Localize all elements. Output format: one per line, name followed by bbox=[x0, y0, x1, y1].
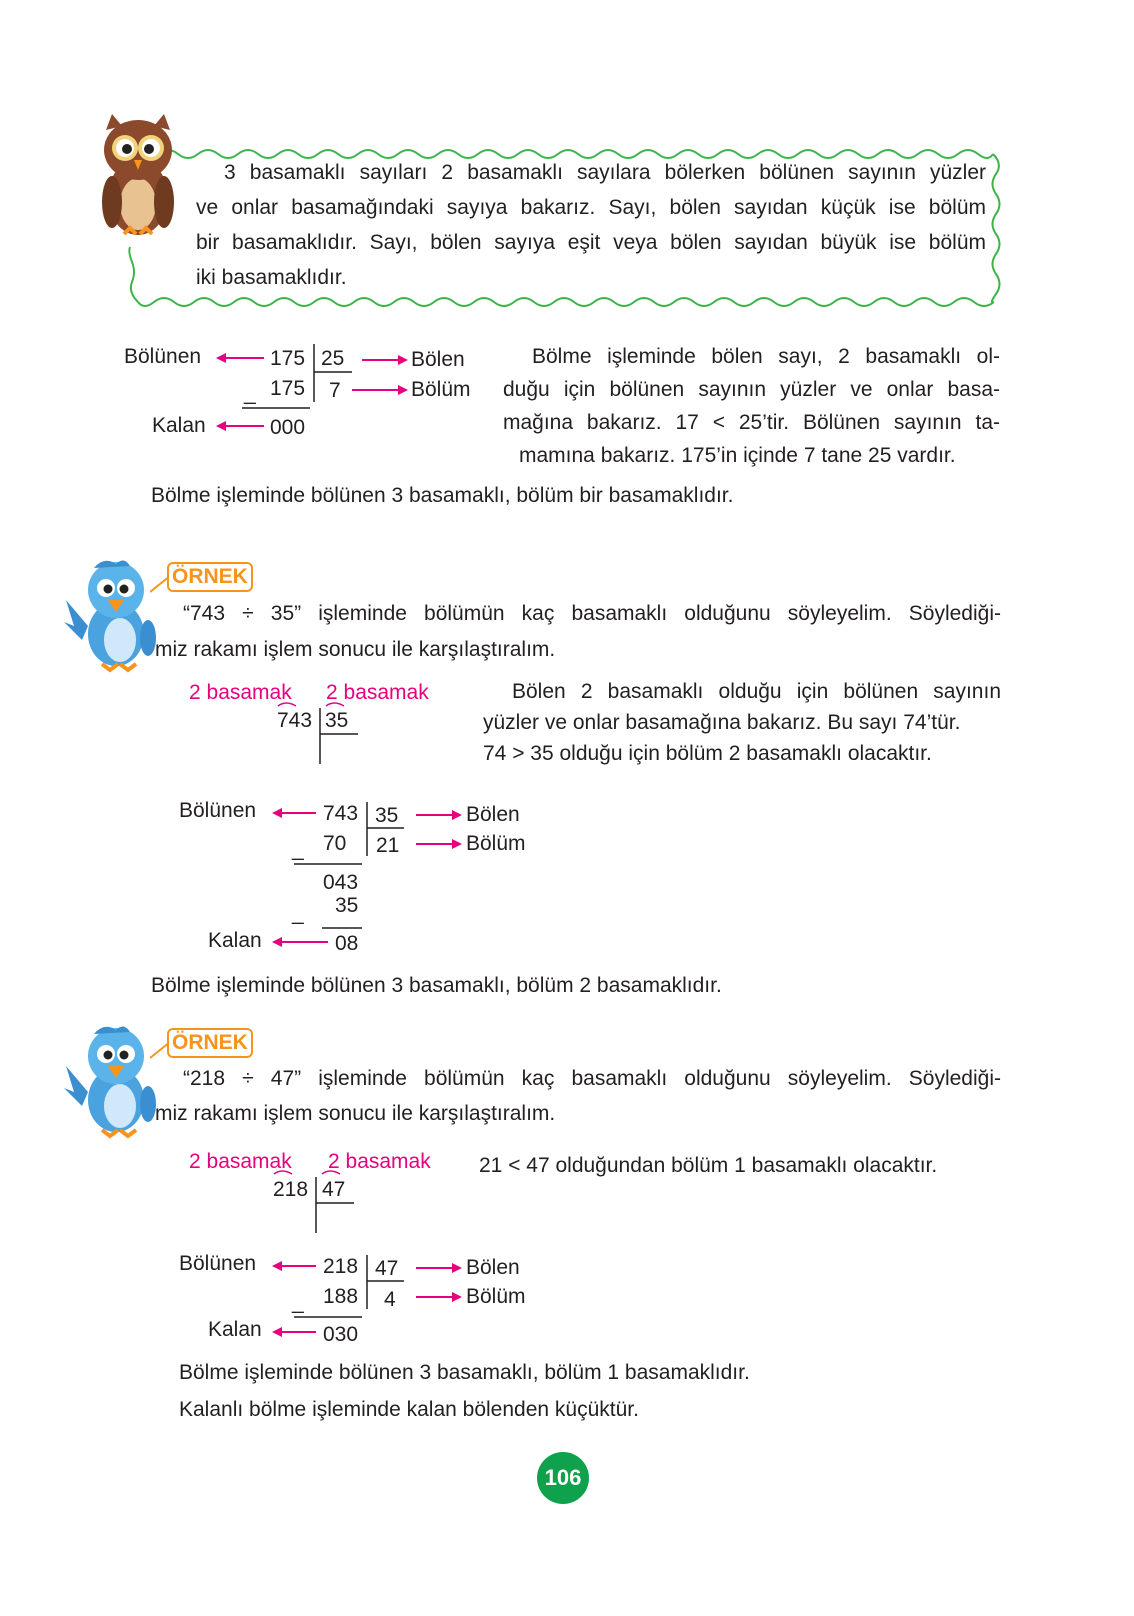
two-digit-label-left: 2 basamak bbox=[189, 681, 292, 704]
arrow-icon bbox=[362, 352, 408, 368]
example2-conclusion: Bölme işleminde bölünen 3 basamaklı, bölüm 1 basamaklıdır. bbox=[179, 1361, 750, 1384]
quotient-label: Bölüm bbox=[466, 832, 526, 855]
partial-value: 043 bbox=[323, 871, 359, 894]
arrow-icon bbox=[416, 1260, 462, 1276]
explain-line: yüzler ve onlar basamağına bakarız. Bu sayı 74’tür. bbox=[483, 711, 961, 734]
ornek-badge: ÖRNEK bbox=[167, 1028, 253, 1058]
two-digit-label-right: 2 basamak bbox=[326, 681, 429, 704]
intro-explanation bbox=[503, 340, 1000, 472]
two-digit-label-left: 2 basamak bbox=[189, 1150, 292, 1173]
arrow-icon bbox=[352, 382, 408, 398]
arrow-icon bbox=[416, 1289, 462, 1305]
minus-sign: _ bbox=[292, 838, 304, 861]
example1-explanation bbox=[483, 676, 1001, 769]
divisor-value: 47 bbox=[375, 1257, 399, 1280]
setup-dividend: 218 bbox=[273, 1178, 309, 1201]
explain-line: Bölme işleminde bölen sayı, 2 basamaklı ol- bbox=[532, 345, 1000, 368]
tip-line: ve onlar basamağındaki sayıya bakarız. Sayı, bölen sayıdan küçük ise bölüm bbox=[196, 196, 986, 219]
product-value: 188 bbox=[323, 1285, 359, 1308]
explain-line: Bölen 2 basamaklı olduğu için bölünen sayının bbox=[512, 680, 1001, 703]
quotient-label: Bölüm bbox=[466, 1285, 526, 1308]
dividend-label: Bölünen bbox=[179, 1252, 257, 1275]
example1-question bbox=[155, 596, 1001, 668]
tip-line: iki basamaklıdır. bbox=[196, 266, 347, 289]
question-line: miz rakamı işlem sonucu ile karşılaştıralım. bbox=[155, 1102, 556, 1125]
question-line: “743 ÷ 35” işleminde bölümün kaç basamaklı olduğunu söyleyelim. Söylediği- bbox=[183, 602, 1001, 625]
tip-line: bir basamaklıdır. Sayı, bölen sayıya eşit veya bölen sayıdan büyük ise bölüm bbox=[196, 231, 986, 254]
minus-sign: _ bbox=[292, 902, 304, 925]
quotient-label: Bölüm bbox=[411, 378, 471, 401]
remainder-value: 08 bbox=[335, 932, 359, 955]
question-line: “218 ÷ 47” işleminde bölümün kaç basamaklı olduğunu söyleyelim. Söylediği- bbox=[183, 1067, 1001, 1090]
setup-division-lines bbox=[310, 706, 370, 766]
minus-sign: _ bbox=[244, 382, 256, 405]
arrow-icon bbox=[272, 1258, 318, 1274]
divisor-label: Bölen bbox=[411, 348, 465, 371]
remainder-label: Kalan bbox=[208, 929, 262, 952]
explain-line: duğu için bölünen sayının yüzler ve onlar basa- bbox=[503, 378, 1000, 401]
product-value: 70 bbox=[323, 832, 347, 855]
minus-sign: _ bbox=[292, 1291, 304, 1314]
remainder-label: Kalan bbox=[152, 414, 206, 437]
intro-conclusion: Bölme işleminde bölünen 3 basamaklı, bölüm bir basamaklıdır. bbox=[151, 484, 734, 507]
tip-text bbox=[196, 155, 986, 295]
divisor-value: 25 bbox=[321, 347, 345, 370]
arrow-icon bbox=[216, 418, 266, 434]
remainder-value: 030 bbox=[323, 1323, 359, 1346]
remainder-label: Kalan bbox=[208, 1318, 262, 1341]
bird-mascot-icon bbox=[64, 556, 164, 676]
divisor-label: Bölen bbox=[466, 1256, 520, 1279]
arrow-icon bbox=[272, 1324, 318, 1340]
product-value: 175 bbox=[270, 377, 306, 400]
ornek-badge: ÖRNEK bbox=[167, 562, 253, 592]
explain-line: 74 > 35 olduğu için bölüm 2 basamaklı olacaktır. bbox=[483, 742, 932, 765]
quotient-value: 7 bbox=[329, 379, 341, 402]
question-line: miz rakamı işlem sonucu ile karşılaştıralım. bbox=[155, 638, 556, 661]
dividend-value: 175 bbox=[270, 347, 306, 370]
quotient-value: 4 bbox=[384, 1288, 396, 1311]
setup-division-lines bbox=[306, 1175, 366, 1235]
dividend-value: 218 bbox=[323, 1255, 359, 1278]
arrow-icon bbox=[416, 836, 462, 852]
arrow-icon bbox=[216, 350, 266, 366]
arrow-icon bbox=[272, 805, 318, 821]
dividend-label: Bölünen bbox=[124, 345, 202, 368]
quotient-value: 21 bbox=[376, 834, 400, 857]
setup-divisor: 47 bbox=[322, 1178, 346, 1201]
setup-divisor: 35 bbox=[325, 709, 349, 732]
bird-mascot-icon bbox=[64, 1022, 164, 1142]
page-number: 106 bbox=[537, 1452, 589, 1504]
remainder-value: 000 bbox=[270, 416, 306, 439]
dividend-label: Bölünen bbox=[179, 799, 257, 822]
dividend-value: 743 bbox=[323, 802, 359, 825]
owl-mascot-icon bbox=[98, 112, 178, 242]
arrow-icon bbox=[416, 807, 462, 823]
explain-line: mağına bakarız. 17 < 25’tir. Bölünen sayının ta- bbox=[503, 411, 1000, 434]
arrow-icon bbox=[272, 934, 330, 950]
tip-line: 3 basamaklı sayıları 2 basamaklı sayılara bölerken bölünen sayının yüzler bbox=[224, 161, 986, 184]
explain-line: mamına bakarız. 175’in içinde 7 tane 25 vardır. bbox=[519, 444, 956, 467]
example2-explanation: 21 < 47 olduğundan bölüm 1 basamaklı olacaktır. bbox=[479, 1154, 938, 1177]
two-digit-label-right: 2 basamak bbox=[328, 1150, 431, 1173]
divisor-value: 35 bbox=[375, 804, 399, 827]
example1-conclusion: Bölme işleminde bölünen 3 basamaklı, bölüm 2 basamaklıdır. bbox=[151, 974, 722, 997]
divisor-label: Bölen bbox=[466, 803, 520, 826]
setup-dividend: 743 bbox=[277, 709, 313, 732]
example2-note: Kalanlı bölme işleminde kalan bölenden küçüktür. bbox=[179, 1398, 639, 1421]
product-value: 35 bbox=[335, 894, 359, 917]
example2-question bbox=[155, 1061, 1001, 1131]
